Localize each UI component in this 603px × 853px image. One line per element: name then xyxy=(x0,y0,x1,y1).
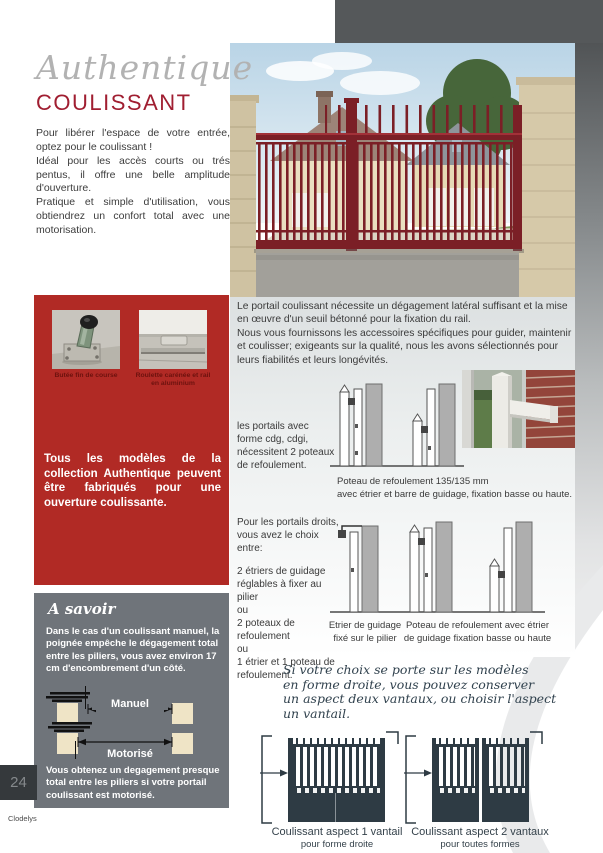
guidage-drawings xyxy=(330,518,545,618)
gate-dentils xyxy=(436,786,475,793)
gate1-caption: Coulissant aspect 1 vantail xyxy=(271,826,403,838)
dimension-bracket xyxy=(402,735,434,827)
pillar-square xyxy=(172,733,193,754)
measure-tick xyxy=(85,686,86,709)
hero-photo-sliding-gate xyxy=(230,43,575,297)
page-number: 24 xyxy=(10,774,27,791)
etrier-photo xyxy=(462,370,575,448)
motorise-label: Motorisé xyxy=(92,748,168,760)
intro-line: Pratique et simple d'utilisation, vous obtiendrez un confort total avec une motorisation. xyxy=(36,196,230,237)
script-line: Si votre choix se porte sur les modèles xyxy=(283,662,529,677)
butee-caption: Butée fin de course xyxy=(54,372,118,379)
intro-line: Pour libérer l'espace de votre entrée, optez pour le coulissant ! xyxy=(36,127,230,153)
dimension-bracket xyxy=(258,735,290,827)
roulette-photo xyxy=(139,310,207,369)
main-paragraphs xyxy=(237,300,573,367)
main-paragraph: Nous vous fournissons les accessoires spécifiques pour guider, maintenir et coulisser; exigeants sur la qualité, nous les avons sélectionnés pour leurs fiabilités et leurs longévités. xyxy=(237,327,572,366)
gate-leaf xyxy=(482,738,529,822)
red-accessories-panel xyxy=(34,295,229,585)
script-line: un vantail. xyxy=(283,705,351,721)
dimension-arrow xyxy=(77,736,173,748)
a-savoir-panel xyxy=(34,593,229,808)
measure-tick xyxy=(75,741,76,759)
caption-line: Etrier de guidage xyxy=(328,620,402,631)
a-savoir-title: A savoir xyxy=(48,600,116,618)
gate-panel xyxy=(486,793,525,822)
gate-pickets xyxy=(293,744,380,786)
straight-option: 1 étrier et 1 poteau de refoulement. xyxy=(237,657,335,681)
straight-option: 2 poteaux de refoulement xyxy=(237,618,295,642)
collection-name: Authentique xyxy=(36,48,254,87)
intro-line: Idéal pour les accès courts ou trés pentus, il offre une belle amplitude d'ouverture. xyxy=(36,154,230,195)
manuel-label: Manuel xyxy=(92,698,168,710)
caption-line: Poteau de refoulement avec étrier xyxy=(405,620,550,631)
gate-pickets xyxy=(486,744,525,786)
gate2-subcaption: pour toutes formes xyxy=(440,839,520,850)
gate-leaf-icon xyxy=(48,722,94,732)
script-line: en forme droite, vous pouvez conserver xyxy=(283,676,535,692)
drawing1-caption-line: Poteau de refoulement 135/135 mm xyxy=(337,476,489,487)
collection-note: Tous les modèles de la collection Authentique peuvent être fabriqués pour une ouverture coulissante. xyxy=(44,453,221,510)
script-note xyxy=(283,663,556,721)
roulette-caption: Roulette carénée et rail en aluminium xyxy=(135,372,211,388)
a-savoir-body: Dans le cas d'un coulissant manuel, la poignée empêche le dégagement total entre les piliers, vous avez environ 17 cm d'encombrement d'un côté. xyxy=(46,626,220,675)
gate-panel xyxy=(436,793,475,822)
page-title: COULISSANT xyxy=(36,90,192,115)
caption-line: de guidage fixation basse ou haute xyxy=(403,632,552,644)
corner-mark xyxy=(530,731,544,745)
gate-dentils xyxy=(293,786,380,793)
gate-panel xyxy=(293,793,380,822)
main-paragraph: Le portail coulissant nécessite un dégagement latéral suffisant et la mise en œuvre d'un seuil bétonné pour la fixation du rail. xyxy=(237,301,568,326)
straight-title: Pour les portails droits, vous avez le choix entre: xyxy=(237,517,339,554)
gate-1-vantail-schematic xyxy=(288,738,385,822)
straight-gates-options xyxy=(237,516,343,682)
gate1-subcaption: pour forme droite xyxy=(300,839,374,850)
drawing1-caption-line: avec étrier et barre de guidage, fixation basse ou haute. xyxy=(337,488,573,500)
caption-line: fixé sur le pilier xyxy=(333,632,397,644)
gate2-caption: Coulissant aspect 2 vantaux xyxy=(411,826,549,838)
refoulement-drawing xyxy=(328,376,464,472)
page-number-box xyxy=(0,765,37,800)
pillar-square xyxy=(57,703,78,724)
a-savoir-footer: Vous obtenez un degagement presque total entre les piliers si votre portail coulissant est motorisé. xyxy=(46,765,220,801)
script-line: un aspect deux vantaux, ou choisir l'aspect xyxy=(283,691,557,706)
pillar-square xyxy=(172,703,193,724)
straight-option: ou xyxy=(237,644,249,655)
forms-note: les portails avec forme cdg, cdgi, nécessitent 2 poteaux de refoulement. xyxy=(237,421,335,471)
gate-2-vantaux-schematic xyxy=(432,738,529,822)
brand-name: Clodelys xyxy=(8,814,37,823)
corner-mark xyxy=(386,731,400,745)
butee-photo xyxy=(52,310,120,369)
top-band xyxy=(335,0,603,43)
gate-pickets xyxy=(436,744,475,786)
gate-dentils xyxy=(486,786,525,793)
straight-option: ou xyxy=(237,605,249,616)
intro-text xyxy=(36,127,230,238)
gate-leaf xyxy=(432,738,479,822)
drawing1-caption xyxy=(337,476,575,502)
drawing2-caption-right xyxy=(385,620,570,646)
straight-option: 2 étriers de guidage réglables à fixer au pilier xyxy=(237,566,326,603)
